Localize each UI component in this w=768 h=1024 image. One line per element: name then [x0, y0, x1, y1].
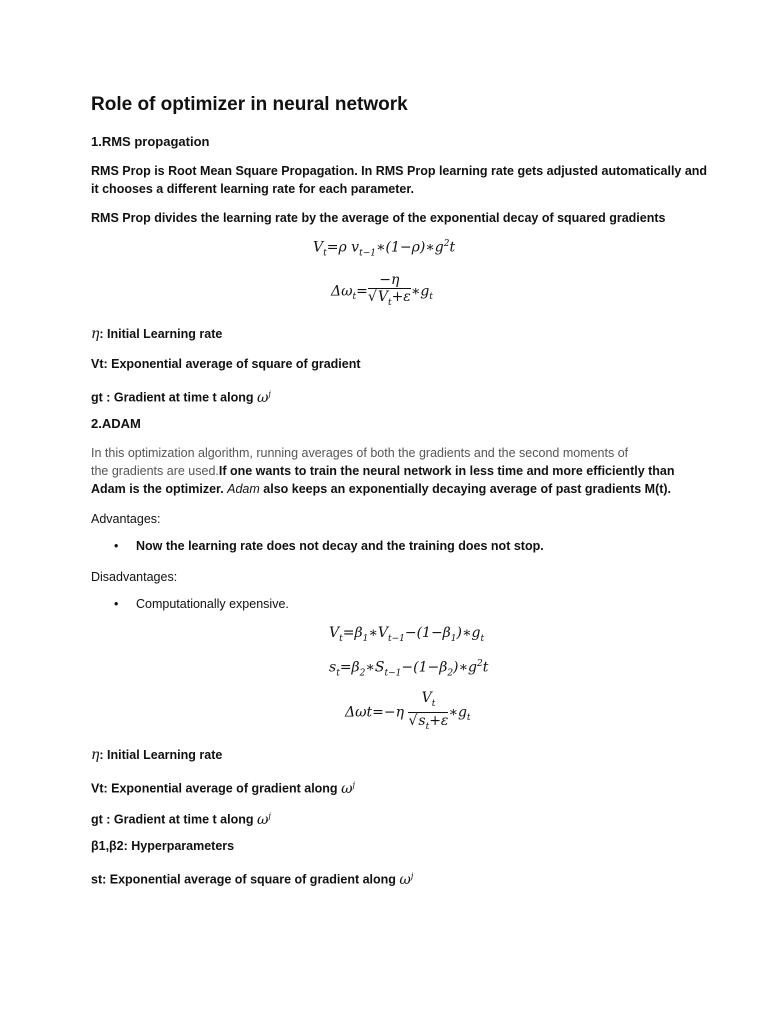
adam-eta-definition	[91, 746, 222, 764]
page-title: Role of optimizer in neural network	[91, 94, 408, 115]
rms-eta-label: : Initial Learning rate	[99, 327, 223, 341]
adam-paragraph-line-1: In this optimization algorithm, running averages of both the gradients and the second moments of	[91, 446, 629, 460]
adam-paragraph-line-3-b: also keeps an exponentially decaying average of past gradients M(t).	[259, 482, 672, 496]
omega-symbol: $\omega^j$	[257, 811, 271, 828]
omega-symbol: $\omega^j$	[399, 871, 414, 888]
advantages-heading: Advantages:	[91, 512, 161, 526]
adam-vt-definition	[91, 776, 355, 798]
bullet-marker: •	[114, 539, 119, 553]
adam-equation-delta-omega: Δωt=−η $\frac{V_t}{√s_t+\varepsilon}$ $∗g_t$	[345, 690, 471, 732]
eta-symbol: η	[91, 326, 100, 342]
adam-st-definition	[91, 867, 413, 889]
disadvantages-heading: Disadvantages:	[91, 570, 178, 584]
adam-gt-definition	[91, 807, 271, 829]
adam-eta-label: : Initial Learning rate	[99, 748, 223, 762]
adam-paragraph-line-2-bold: If one wants to train the neural network in less time and more efficiently than	[218, 464, 675, 478]
eta-symbol: η	[91, 747, 100, 763]
rms-equation-vt: $V_t=\rho$ $v_{t-1}∗(1-\rho)∗g^2t$	[313, 239, 456, 259]
advantages-item-text: Now the learning rate does not decay and the training does not stop.	[136, 539, 544, 553]
rms-heading: 1.RMS propagation	[91, 134, 210, 149]
omega-symbol: $\omega^j$	[341, 780, 355, 797]
rms-vt-definition: Vt: Exponential average of square of gradient	[91, 357, 361, 371]
adam-italic-word: Adam	[227, 482, 260, 496]
adam-st-label: st: Exponential average of square of gradient along	[91, 872, 396, 887]
adam-equation-st: $s_t=\beta_2∗S_{t-1}-(1-\beta_2)∗g^2t$	[329, 659, 489, 679]
rms-eta-definition	[91, 325, 222, 343]
disadvantages-item-text: Computationally expensive.	[136, 597, 289, 611]
adam-equation-vt: $V_t=\beta_1∗V_{t-1}-(1-\beta_1)∗g_t$	[329, 625, 485, 644]
adam-vt-label: Vt: Exponential average of gradient along	[91, 781, 338, 796]
rms-paragraph-line-1: RMS Prop is Root Mean Square Propagation. In RMS Prop learning rate gets adjusted automatically and	[91, 164, 708, 178]
adam-paragraph-line-3-a: Adam is the optimizer.	[91, 482, 228, 496]
rms-paragraph-2: RMS Prop divides the learning rate by the average of the exponential decay of squared gradients	[91, 211, 666, 225]
omega-symbol: $\omega^j$	[257, 389, 271, 406]
adam-beta-definition: β1,β2: Hyperparameters	[91, 839, 235, 853]
rms-equation-delta-omega: $\Delta\omega_t=$ $\frac{-\eta}{√V_t+\varepsilon}$ $∗g_t$	[331, 272, 433, 308]
adam-paragraph-line-2-grey: the gradients are used.	[91, 464, 219, 478]
advantages-list-item	[114, 539, 544, 553]
rms-gt-definition	[91, 385, 271, 407]
bullet-marker: •	[114, 597, 119, 611]
adam-gt-label: gt : Gradient at time t along	[91, 812, 254, 827]
adam-heading: 2.ADAM	[91, 416, 141, 431]
adam-paragraph-line-2	[91, 462, 675, 480]
disadvantages-list-item	[114, 597, 289, 611]
rms-gt-label: gt : Gradient at time t along	[91, 390, 254, 405]
rms-paragraph-line-2: it chooses a different learning rate for each parameter.	[91, 182, 415, 196]
adam-paragraph-line-3	[91, 480, 671, 498]
